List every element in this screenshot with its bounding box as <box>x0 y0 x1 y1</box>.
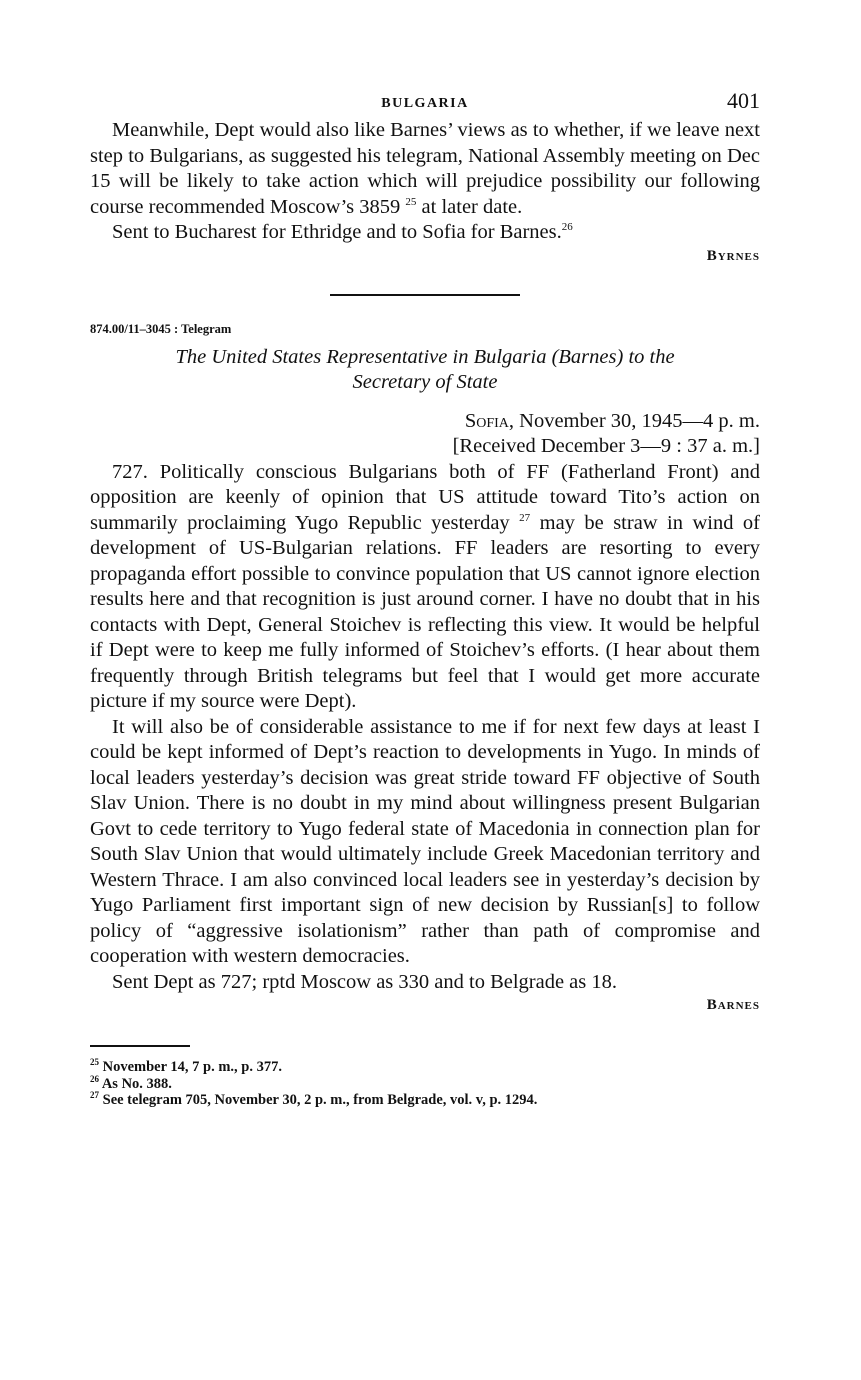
body-paragraph: Sent to Bucharest for Ethridge and to Sofia for Barnes.$^{26}$ <box>112 221 573 243</box>
body-paragraph: 727. Politically conscious Bulgarians both of FF (Fatherland Front) and opposition are keenly of opinion that US attitude toward Tito’s action on summarily proclaiming Yugo Republic yesterday $^{27}$ may be straw in wind of development of US-Bulgarian relations. FF leaders are resorting to every propaganda effort possible to convince population that US cannot ignore election results here and that recognition is just around corner. I have no doubt that in his contacts with Dept, General Stoichev is reflecting this view. It would be helpful if Dept were to keep me fully informed of Stoichev’s efforts. (I hear about them frequently through British telegrams but feel that I would get more accurate picture if my source were Dept). <box>90 460 761 712</box>
document-heading: The United States Representative in Bulgaria (Barnes) to the Secretary of State <box>175 345 675 393</box>
received-line: [Received December 3—9 : 37 a. m.] <box>452 435 760 457</box>
page-number: 401 <box>727 88 760 113</box>
footnotes <box>90 1059 760 1109</box>
footnote-ref[interactable]: 27 <box>519 511 531 524</box>
footnote: $^{25}$ November 14, 7 p. m., p. 377. <box>90 1057 282 1075</box>
section-previous-telegram <box>90 118 760 270</box>
footnote-ref[interactable]: 25 <box>405 195 417 208</box>
footnote-divider <box>90 1045 190 1047</box>
signature: Byrnes <box>706 247 760 264</box>
document-entry <box>90 322 760 1020</box>
place: Sofia, <box>464 409 515 432</box>
footnote: $^{27}$ See telegram 705, November 30, 2 p. m., from Belgrade, vol. v, p. 1294. <box>90 1090 538 1108</box>
running-head <box>90 88 760 118</box>
footnote: $^{26}$ As No. 388. <box>90 1073 172 1092</box>
section-divider <box>330 294 520 296</box>
signature: Barnes <box>706 997 760 1013</box>
footnote-ref[interactable]: 26 <box>561 221 573 234</box>
document-reference: 874.00/11–3045 : Telegram <box>90 321 232 336</box>
body-paragraph: Meanwhile, Dept would also like Barnes’ views as to whether, if we leave next step to Bulgarians, as suggested his telegram, National Assembly meeting on Dec 15 will be likely to take action which will prejudice possibility our following course recommended Moscow’s 3859 $^{25}$ at later date. <box>90 119 760 218</box>
running-head-title: BULGARIA <box>381 96 469 111</box>
date: November 30, 1945—4 p. m. <box>514 409 760 432</box>
dateline <box>90 409 760 435</box>
body-paragraph: Sent Dept as 727; rptd Moscow as 330 and to Belgrade as 18. <box>112 970 618 993</box>
body-paragraph: It will also be of considerable assistance to me if for next few days at least I could be kept informed of Dept’s reaction to developments in Yugo. In minds of local leaders yesterday’s decision was great stride toward FF objective of South Slav Union. There is no doubt in my mind about willingness present Bulgarian Govt to cede territory to Yugo federal state of Macedonia in connection plan for South Slav Union that would ultimately include Greek Macedonian territory and Western Thrace. I am also convinced local leaders see in yesterday’s decision by Yugo Parliament first important sign of new decision by Russian[s] to follow policy of “aggressive isolationism” rather than path of compromise and cooperation with western democracies. <box>90 715 760 967</box>
page <box>90 88 760 1109</box>
